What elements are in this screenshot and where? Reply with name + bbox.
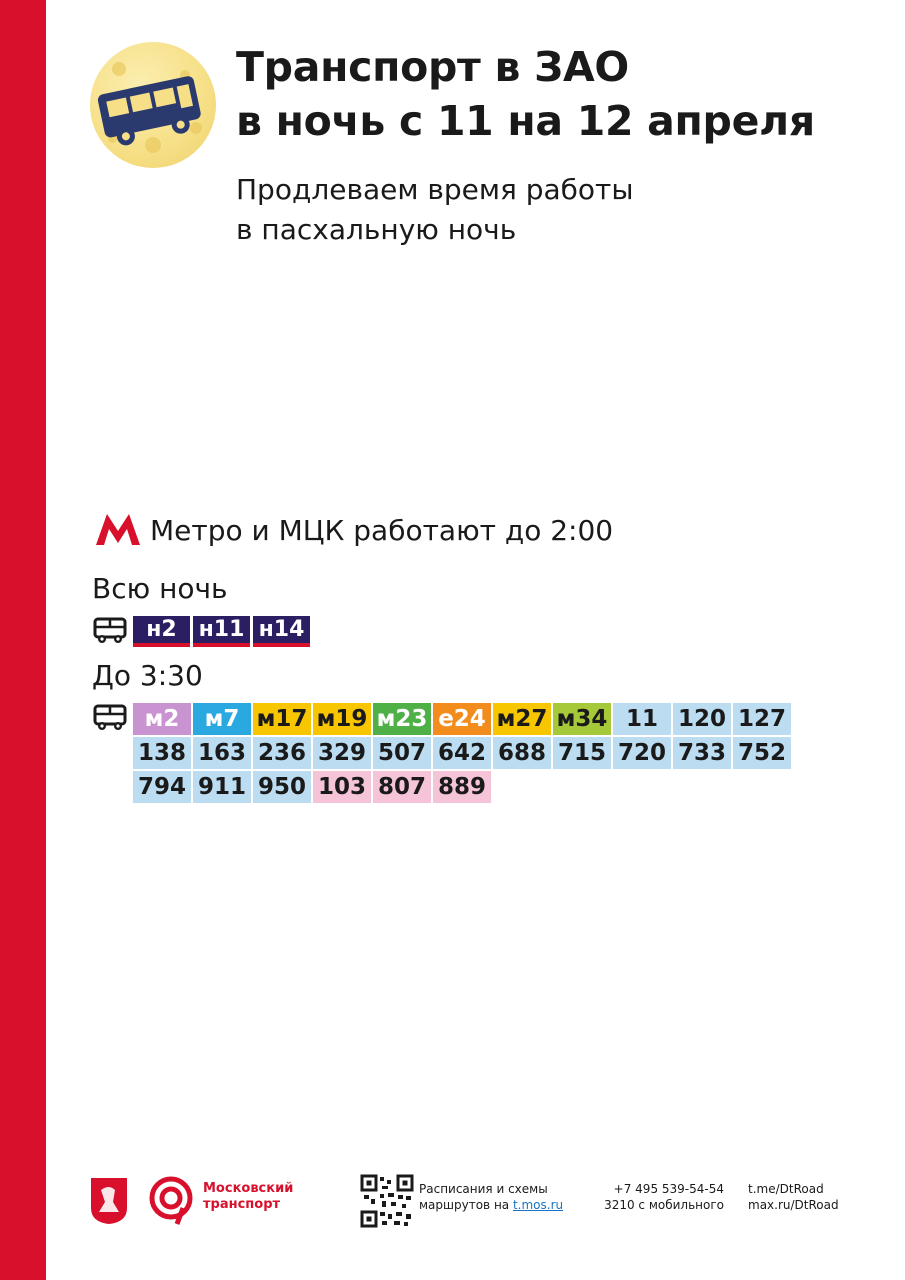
route-chip: м34 <box>553 703 611 735</box>
left-red-stripe <box>0 0 46 1280</box>
brand-name <box>203 1181 293 1213</box>
route-chip: м2 <box>133 703 191 735</box>
route-chip: н11 <box>193 616 250 647</box>
route-chip: н14 <box>253 616 310 647</box>
short-number: 3210 с мобильного <box>604 1198 724 1212</box>
all-night-label: Всю ночь <box>92 572 228 605</box>
route-chip: н2 <box>133 616 190 647</box>
route-chip: 911 <box>193 771 251 803</box>
route-chip: 794 <box>133 771 191 803</box>
until-330-label: До 3:30 <box>92 659 203 692</box>
route-chip: е24 <box>433 703 491 735</box>
moscow-coat-of-arms-icon <box>89 1176 129 1226</box>
metro-text: Метро и МЦК работают до 2:00 <box>150 513 614 547</box>
route-chip: м19 <box>313 703 371 735</box>
route-chip: 889 <box>433 771 491 803</box>
social-links <box>748 1181 839 1213</box>
route-chip: 120 <box>673 703 731 735</box>
route-chip: м27 <box>493 703 551 735</box>
route-chip: 11 <box>613 703 671 735</box>
qr-code-icon[interactable] <box>360 1174 414 1228</box>
max-link[interactable]: max.ru/DtRoad <box>748 1198 839 1212</box>
brand-line-1: Московский <box>203 1181 294 1196</box>
schedule-line-2: маршрутов на <box>419 1198 513 1212</box>
page-subtitle <box>236 170 633 250</box>
phone-number: +7 495 539-54-54 <box>613 1182 724 1196</box>
metro-notice <box>96 510 613 550</box>
route-chip: 507 <box>373 737 431 769</box>
route-chip: 715 <box>553 737 611 769</box>
route-chip: м23 <box>373 703 431 735</box>
contact-phones <box>600 1181 724 1213</box>
metro-m-icon <box>96 514 140 546</box>
schedule-info <box>419 1181 563 1213</box>
route-chip: 688 <box>493 737 551 769</box>
bus-icon <box>93 704 127 732</box>
route-chip: 163 <box>193 737 251 769</box>
route-chip: 720 <box>613 737 671 769</box>
title-line-1: Транспорт в ЗАО <box>236 43 629 91</box>
route-chip: м7 <box>193 703 251 735</box>
bus-icon <box>93 617 127 645</box>
route-chip: 103 <box>313 771 371 803</box>
route-chip: 138 <box>133 737 191 769</box>
route-chip: 642 <box>433 737 491 769</box>
tmos-link[interactable]: t.mos.ru <box>512 1198 564 1212</box>
route-chip: 752 <box>733 737 791 769</box>
moscow-transport-logo-icon <box>147 1174 195 1226</box>
subtitle-line-1: Продлеваем время работы <box>236 173 634 206</box>
route-chip: 329 <box>313 737 371 769</box>
bus-on-moon-icon <box>90 42 216 168</box>
until-330-routes <box>133 703 791 803</box>
route-chip: 950 <box>253 771 311 803</box>
schedule-line-1: Расписания и схемы <box>419 1182 548 1196</box>
subtitle-line-2: в пасхальную ночь <box>236 213 517 246</box>
title-line-2: в ночь с 11 на 12 апреля <box>236 97 815 145</box>
page-title <box>236 40 815 148</box>
route-chip: 807 <box>373 771 431 803</box>
route-chip: 236 <box>253 737 311 769</box>
route-chip: 733 <box>673 737 731 769</box>
brand-line-2: транспорт <box>203 1197 281 1212</box>
all-night-routes <box>133 616 313 647</box>
telegram-link[interactable]: t.me/DtRoad <box>748 1182 824 1196</box>
route-chip: 127 <box>733 703 791 735</box>
route-chip: м17 <box>253 703 311 735</box>
